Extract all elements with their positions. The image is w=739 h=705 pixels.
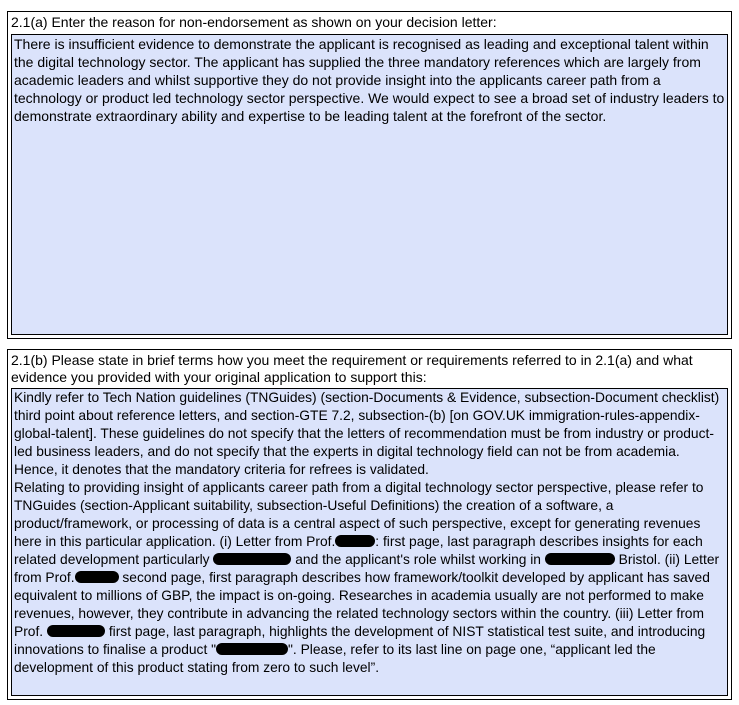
section-2-1a (7, 11, 732, 339)
answer-text-part: Bristol. (ii) Letter from Prof. (14, 552, 720, 585)
answer-text-part: and the applicant's role whilst working in (291, 552, 541, 567)
answer-text-part: second page, first paragraph describes how framework/toolkit developed by applicant has saved equivalent to millions of GBP, the impact is on-going. Researches in academia usually are not performed to make revenues, however, they contribute in advancing the related technology sectors within the country. (iii) Letter from Prof. (14, 570, 710, 639)
question-2-1b: 2.1(b) Please state in brief terms how you meet the requirement or requirements referred to in 2.1(a) and what evidence you provided with your original application to support this: (11, 352, 693, 385)
redaction-mark (47, 625, 105, 637)
answer-text-part: first page, last paragraph, highlights the development of NIST statistical test suite, and introducing innovations to finalise a product " (14, 624, 706, 657)
answer-text-part: ". Please, refer to its last line on page one, “applicant led the development of this product stating from zero to such level”. (14, 642, 656, 675)
answer-field-2-1b[interactable] (11, 388, 728, 696)
answer-text-part: : first page, last paragraph describes insights for each related development particularly (14, 534, 703, 567)
redaction-mark (216, 643, 288, 655)
page-top (0, 0, 739, 4)
redaction-mark (213, 553, 291, 565)
answer-text-2-1a: There is insufficient evidence to demonstrate the applicant is recognised as leading and exceptional talent within the digital technology sector. The applicant has supplied the three mandatory references which are largely from academic leaders and whilst supportive they do not provide insight into the applicants career path from a technology or product led technology sector perspective. We would expect to see a broad set of industry leaders to demonstrate extraordinary ability and expertise to be leading talent at the forefront of the sector. (14, 36, 725, 124)
section-2-1b (7, 349, 732, 700)
answer-field-2-1a[interactable] (11, 34, 728, 335)
answer-text-part: Relating to providing insight of applicants career path from a digital technology sector perspective, please refer to TNGuides (section-Applicant suitability, subsection-Useful Definitions) the creation of a software, a product/framework, or processing of data is a central aspect of such perspective, except for generating revenues here in this particular application. (i) Letter from Prof. (14, 480, 704, 549)
answer-paragraph-1: Kindly refer to Tech Nation guidelines (TNGuides) (section-Documents & Evidence, subsection-Document checklist) third point about reference letters, and section-GTE 7.2, subsection-(b) [on GOV.UK immigration-rules-appendix-global-talent]. These guidelines do not specify that the letters of recommendation must be from industry or product-led business leaders, and do not specify that the experts in digital technology field can not be from academia. Hence, it denotes that the mandatory criteria for refrees is validated. (14, 390, 720, 477)
redaction-mark (335, 535, 375, 547)
redaction-mark (75, 571, 119, 583)
answer-paragraph-2 (14, 479, 725, 677)
redaction-mark (545, 553, 615, 565)
question-2-1a: 2.1(a) Enter the reason for non-endorsement as shown on your decision letter: (11, 14, 497, 30)
